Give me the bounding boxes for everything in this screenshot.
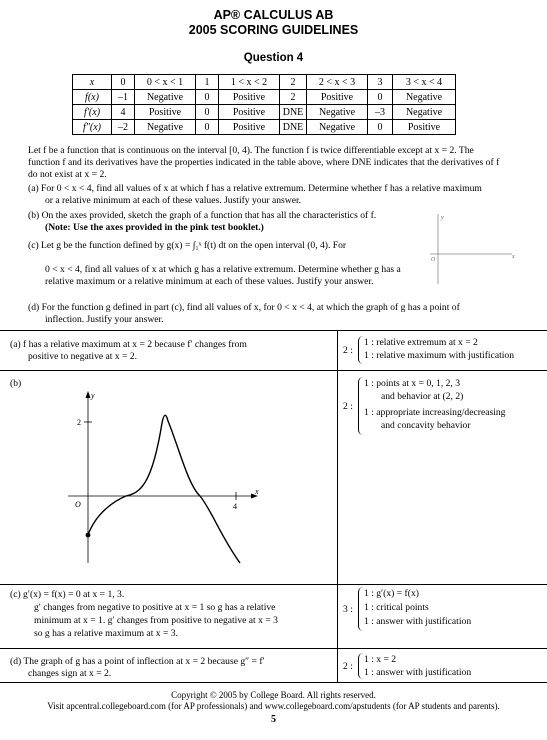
answer-c-cont: minimum at x = 1. g′ changes from positive to negative at x = 3 xyxy=(34,615,278,626)
table-cell: –3 xyxy=(368,105,393,120)
answer-c-cont: g′ changes from negative to positive at x = 1 so g has a relative xyxy=(34,602,276,613)
score-d-points: 2 : xyxy=(343,661,353,672)
score-c-item: 1 : g′(x) = f(x) xyxy=(364,588,419,599)
blank-axes xyxy=(400,212,520,292)
row-divider xyxy=(0,370,547,371)
score-b-item: 1 : points at x = 0, 1, 2, 3 xyxy=(364,378,461,389)
score-a-brace xyxy=(358,336,363,364)
table-header-cell: x xyxy=(73,75,112,90)
page-title: AP® CALCULUS AB xyxy=(213,8,334,22)
table-cell: f′(x) xyxy=(73,105,112,120)
table-cell: Negative xyxy=(393,90,456,105)
answer-d: (d) The graph of g has a point of inflection at x = 2 because g″ = f′ xyxy=(10,656,265,667)
score-d-item: 1 : x = 2 xyxy=(364,654,397,665)
question-a-cont: or a relative minimum at each of these values. Justify your answer. xyxy=(45,195,302,206)
score-c-item: 1 : answer with justification xyxy=(364,616,472,627)
table-cell: DNE xyxy=(280,105,307,120)
score-b-item: and behavior at (2, 2) xyxy=(381,391,464,402)
table-header-cell: 2 xyxy=(280,75,307,90)
table-cell: Positive xyxy=(135,105,196,120)
score-c-item: 1 : critical points xyxy=(364,602,429,613)
table-row xyxy=(73,105,456,120)
graph-y-tick-label: 2 xyxy=(77,418,81,427)
page-subtitle: 2005 SCORING GUIDELINES xyxy=(188,23,359,37)
answer-b: (b) xyxy=(10,378,22,389)
footer-copyright: Copyright © 2005 by College Board. All rights reserved. xyxy=(171,690,376,700)
sketch-graph xyxy=(60,385,270,575)
table-cell: Positive xyxy=(219,105,280,120)
section-divider xyxy=(0,330,547,331)
question-b: (b) On the axes provided, sketch the graph of a function that has all the characteristics of f. xyxy=(28,210,377,221)
page-number: 5 xyxy=(271,714,276,725)
intro-line: do not exist at x = 2. xyxy=(28,169,107,180)
table-cell: f″(x) xyxy=(73,120,112,135)
table-cell: Negative xyxy=(135,120,196,135)
values-table xyxy=(72,74,456,135)
score-a-item: 1 : relative extremum at x = 2 xyxy=(364,337,478,348)
blank-axes-y-label: y xyxy=(441,215,444,221)
score-c-points: 3 : xyxy=(343,604,353,615)
table-cell: 0 xyxy=(368,90,393,105)
table-cell: 4 xyxy=(112,105,135,120)
table-cell: Negative xyxy=(135,90,196,105)
score-d-item: 1 : answer with justification xyxy=(364,667,472,678)
table-cell: Negative xyxy=(307,120,368,135)
table-row xyxy=(73,120,456,135)
table-cell: Positive xyxy=(307,90,368,105)
table-header-cell: 3 xyxy=(368,75,393,90)
table-cell: 0 xyxy=(196,120,219,135)
score-c-brace xyxy=(358,587,363,631)
graph-x-label: x xyxy=(255,487,259,496)
graph-y-label: y xyxy=(91,391,95,400)
answer-a: (a) f has a relative maximum at x = 2 because f′ changes from xyxy=(10,339,247,350)
question-c-cont: 0 < x < 4, find all values of x at which g has a relative extremum. Determine whether g has a xyxy=(45,264,401,275)
score-b-item: and concavity behavior xyxy=(381,420,471,431)
row-divider xyxy=(0,682,547,683)
table-header-cell: 2 < x < 3 xyxy=(307,75,368,90)
table-cell: 0 xyxy=(196,105,219,120)
table-header-cell: 3 < x < 4 xyxy=(393,75,456,90)
table-cell: Positive xyxy=(219,90,280,105)
answer-c-cont: so g has a relative maximum at x = 3. xyxy=(34,628,178,639)
score-d-brace xyxy=(358,653,363,679)
table-header-cell: 1 xyxy=(196,75,219,90)
intro-line: function f and its derivatives have the properties indicated in the table above, where DNE indicates that the derivatives of f xyxy=(28,157,500,168)
question-a: (a) For 0 < x < 4, find all values of x at which f has a relative extremum. Determine whether f has a relative maximum xyxy=(28,183,482,194)
start-point-icon xyxy=(86,533,91,538)
intro-line: Let f be a function that is continuous on the interval [0, 4). The function f is twice differentiable except at x = 2. The xyxy=(28,145,474,156)
blank-axes-origin: O xyxy=(431,257,436,263)
answer-a-cont: positive to negative at x = 2. xyxy=(28,351,138,362)
answer-c: (c) g′(x) = f(x) = 0 at x = 1, 3. xyxy=(10,589,125,600)
table-cell: 0 xyxy=(368,120,393,135)
question-title: Question 4 xyxy=(243,52,304,64)
table-cell: 0 xyxy=(196,90,219,105)
question-d-cont: inflection. Justify your answer. xyxy=(45,314,164,325)
table-header-cell: 0 < x < 1 xyxy=(135,75,196,90)
answer-d-cont: changes sign at x = 2. xyxy=(28,668,112,679)
table-cell: 2 xyxy=(280,90,307,105)
function-curve xyxy=(88,415,240,563)
y-axis-arrow-icon xyxy=(86,391,91,398)
table-cell: f(x) xyxy=(73,90,112,105)
table-row xyxy=(73,90,456,105)
table-cell: –1 xyxy=(112,90,135,105)
column-divider xyxy=(337,330,338,682)
score-a-item: 1 : relative maximum with justification xyxy=(364,350,515,361)
row-divider xyxy=(0,584,547,585)
question-c: (c) Let g be the function defined by g(x) = ∫₁ˣ f(t) dt on the open interval (0, 4). For xyxy=(28,240,347,251)
table-cell: –2 xyxy=(112,120,135,135)
blank-axes-x-label: x xyxy=(512,254,515,260)
question-c-cont: relative maximum or a relative minimum at each of these values. Justify your answer. xyxy=(45,276,374,287)
table-cell: Positive xyxy=(393,120,456,135)
score-b-item: 1 : appropriate increasing/decreasing xyxy=(364,407,506,418)
graph-origin: O xyxy=(75,500,81,509)
score-b-points: 2 : xyxy=(343,401,353,412)
table-cell: Positive xyxy=(219,120,280,135)
score-a-points: 2 : xyxy=(343,345,353,356)
graph-x-tick-label: 4 xyxy=(233,502,237,511)
table-header-cell: 0 xyxy=(112,75,135,90)
footer-links: Visit apcentral.collegeboard.com (for AP professionals) and www.collegeboard.com/apstudents (for AP students and parents). xyxy=(47,701,500,711)
question-b-note: (Note: Use the axes provided in the pink test booklet.) xyxy=(45,222,264,233)
question-d: (d) For the function g defined in part (c), find all values of x, for 0 < x < 4, at which the graph of g has a point of xyxy=(28,302,460,313)
row-divider xyxy=(0,648,547,649)
table-cell: DNE xyxy=(280,120,307,135)
table-cell: Negative xyxy=(393,105,456,120)
score-b-brace xyxy=(358,377,363,435)
table-header-cell: 1 < x < 2 xyxy=(219,75,280,90)
table-header-row xyxy=(73,75,456,90)
table-cell: Negative xyxy=(307,105,368,120)
